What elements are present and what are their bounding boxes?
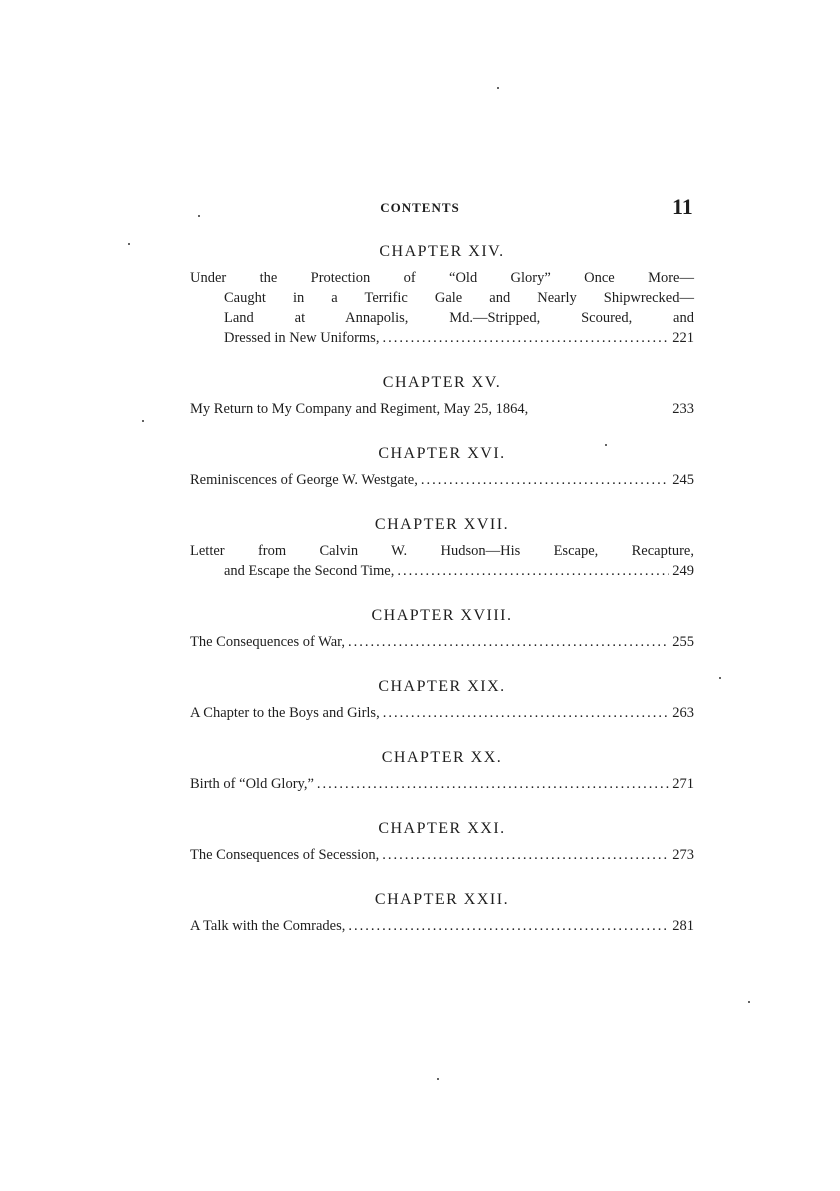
chapter-heading: CHAPTER XIV. — [379, 243, 505, 260]
description-text: A Chapter to the Boys and Girls, — [190, 705, 380, 721]
chapter-heading: CHAPTER XVIII. — [371, 607, 513, 624]
chapter-description — [190, 470, 694, 490]
chapter-entry — [190, 678, 694, 723]
page-reference: 233 — [672, 401, 694, 417]
chapter-entry — [190, 749, 694, 794]
dot-leader — [383, 703, 670, 723]
chapter-description — [190, 916, 694, 936]
description-line — [190, 703, 694, 723]
description-line: Letter from Calvin W. Hudson—His Escape, Recapture, — [190, 543, 694, 559]
scan-speck — [437, 1078, 439, 1080]
description-line: Land at Annapolis, Md.—Stripped, Scoured, and — [224, 310, 694, 326]
description-line — [190, 632, 694, 652]
running-header: CONTENTS — [380, 200, 460, 215]
description-text: The Consequences of War, — [190, 634, 346, 650]
chapter-heading: CHAPTER XXII. — [374, 891, 510, 908]
chapter-description — [190, 399, 694, 419]
chapter-entry — [190, 243, 694, 348]
description-line: Caught in a Terrific Gale and Nearly Shipwrecked— — [224, 290, 694, 306]
table-of-contents — [190, 243, 694, 962]
chapter-heading: CHAPTER XX. — [381, 749, 503, 766]
description-text: Dressed in New Uniforms, — [224, 330, 380, 346]
page-reference: 245 — [672, 472, 694, 488]
scan-speck — [142, 420, 144, 422]
dot-leader — [317, 774, 669, 794]
chapter-heading: CHAPTER XVI. — [378, 445, 506, 462]
chapter-entry — [190, 374, 694, 419]
scan-speck — [497, 87, 499, 89]
chapter-heading: CHAPTER XIX. — [378, 678, 506, 695]
description-text: My Return to My Company and Regiment, May 25, 1864, — [190, 401, 529, 417]
chapter-description — [190, 632, 694, 652]
scan-speck — [605, 444, 607, 446]
dot-leader — [348, 916, 669, 936]
description-text: A Talk with the Comrades, — [190, 918, 346, 934]
chapter-entry — [190, 445, 694, 490]
chapter-entry — [190, 891, 694, 936]
description-line — [190, 328, 694, 348]
description-line — [190, 774, 694, 794]
page-reference: 255 — [672, 634, 694, 650]
dot-leader — [382, 845, 669, 865]
page-reference: 263 — [672, 705, 694, 721]
chapter-description — [190, 268, 694, 348]
description-line — [190, 916, 694, 936]
page-reference: 249 — [672, 563, 694, 579]
description-text: Reminiscences of George W. Westgate, — [190, 472, 418, 488]
chapter-heading: CHAPTER XXI. — [378, 820, 506, 837]
description-text: The Consequences of Secession, — [190, 847, 380, 863]
chapter-description — [190, 845, 694, 865]
scan-speck — [128, 243, 130, 245]
page-reference: 273 — [672, 847, 694, 863]
dot-leader — [348, 632, 669, 652]
chapter-entry — [190, 607, 694, 652]
dot-leader — [397, 561, 669, 581]
description-line — [190, 845, 694, 865]
chapter-entry — [190, 516, 694, 581]
chapter-description — [190, 703, 694, 723]
dot-leader — [382, 328, 669, 348]
description-text: Birth of “Old Glory,” — [190, 776, 314, 792]
scan-speck — [719, 677, 721, 679]
page-reference: 221 — [672, 330, 694, 346]
scan-speck — [198, 215, 200, 217]
description-line — [190, 561, 694, 581]
scan-speck — [748, 1001, 750, 1003]
description-text: and Escape the Second Time, — [224, 563, 395, 579]
chapter-entry — [190, 820, 694, 865]
description-line — [190, 399, 694, 419]
chapter-description — [190, 541, 694, 581]
dot-leader — [421, 470, 669, 490]
page-number: 11 — [672, 194, 693, 219]
page-reference: 271 — [672, 776, 694, 792]
chapter-heading: CHAPTER XV. — [382, 374, 502, 391]
description-line — [190, 470, 694, 490]
chapter-heading: CHAPTER XVII. — [374, 516, 510, 533]
page-reference: 281 — [672, 918, 694, 934]
chapter-description — [190, 774, 694, 794]
description-line: Under the Protection of “Old Glory” Once More— — [190, 270, 694, 286]
